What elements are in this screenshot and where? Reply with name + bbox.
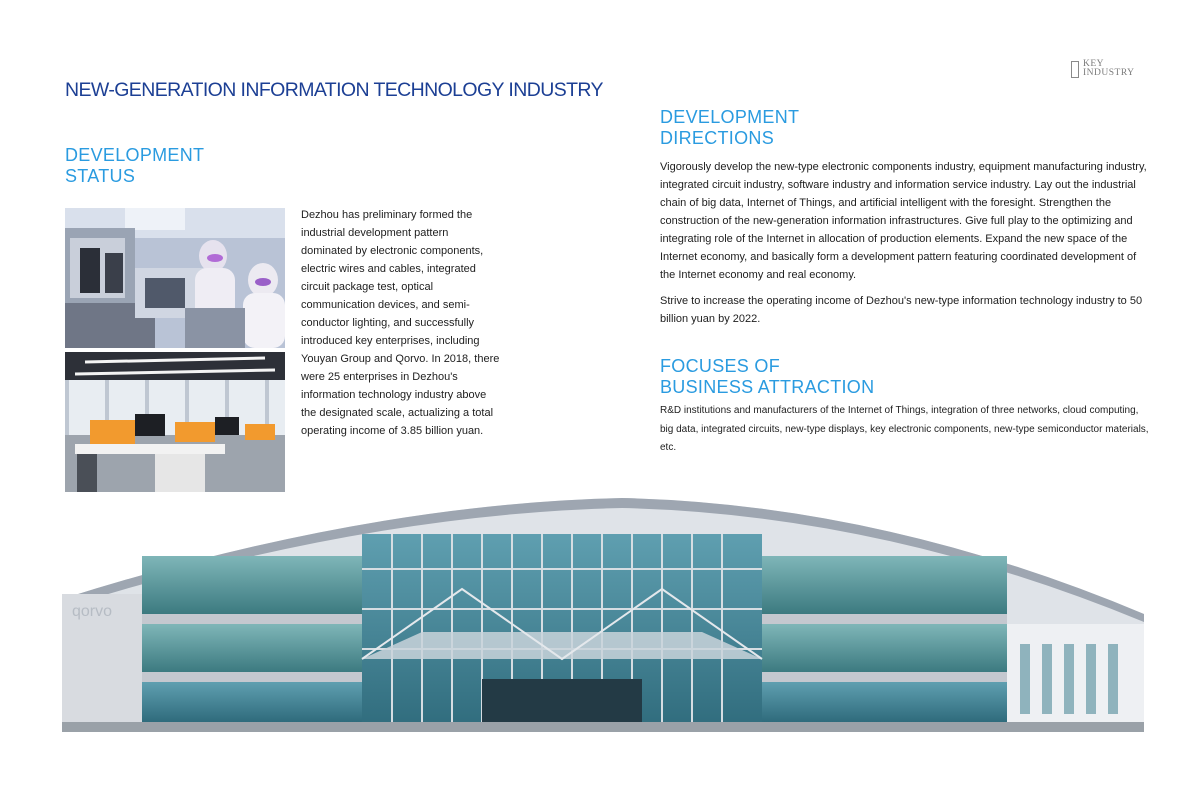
building-sign: qorvo [72,603,113,620]
development-status-text: Dezhou has preliminary formed the industrial development pattern dominated by electronic components, electric wires and cables, integrated circuit package test, optical communication devices, and semi-conductor lighting, and successfully introduced key enterprises, including Youyan Group and Qorvo. In 2018, there were 25 enterprises in Dezhou's information technology industry above the designated scale, actualizing a total operating income of 3.85 billion yuan. [301,209,500,437]
business-attraction-heading: FOCUSES OF BUSINESS ATTRACTION [660,356,875,397]
logo-mark [1071,61,1079,78]
business-attraction-text: R&D institutions and manufacturers of the Internet of Things, integration of three networks, cloud computing, big data, integrated circuits, new-type displays, key electronic components, new-type semiconductor materials, etc. [660,405,1149,453]
development-status-heading: DEVELOPMENT STATUS [65,145,205,186]
logo-line2: INDUSTRY [1083,68,1135,78]
qorvo-building-photo [62,484,1144,732]
directions-paragraph-1: Vigorously develop the new-type electronic components industry, equipment manufacturing industry, integrated circuit industry, software industry and information service industry. Lay out the industrial chain of big data, Internet of Things, and artificial intelligent with the foresight. Strengthen the construction of the new-generation information infrastructures. Give full play to the optimizing and integrating role of the Internet in allocation of production elements. Expand the new space of the Internet economy, and basically form a development pattern featuring coordinated development of the Internet economy and real economy. [660,161,1147,281]
logo-line1: KEY [1083,59,1105,69]
development-directions-text [660,158,1150,336]
cleanroom-lab-photo [65,208,285,348]
office-photo [65,352,285,492]
directions-paragraph-2: Strive to increase the operating income of Dezhou's new-type information technology industry to 50 billion yuan by 2022. [660,295,1143,325]
page-title: NEW-GENERATION INFORMATION TECHNOLOGY INDUSTRY [65,79,603,101]
development-directions-heading: DEVELOPMENT DIRECTIONS [660,107,800,148]
